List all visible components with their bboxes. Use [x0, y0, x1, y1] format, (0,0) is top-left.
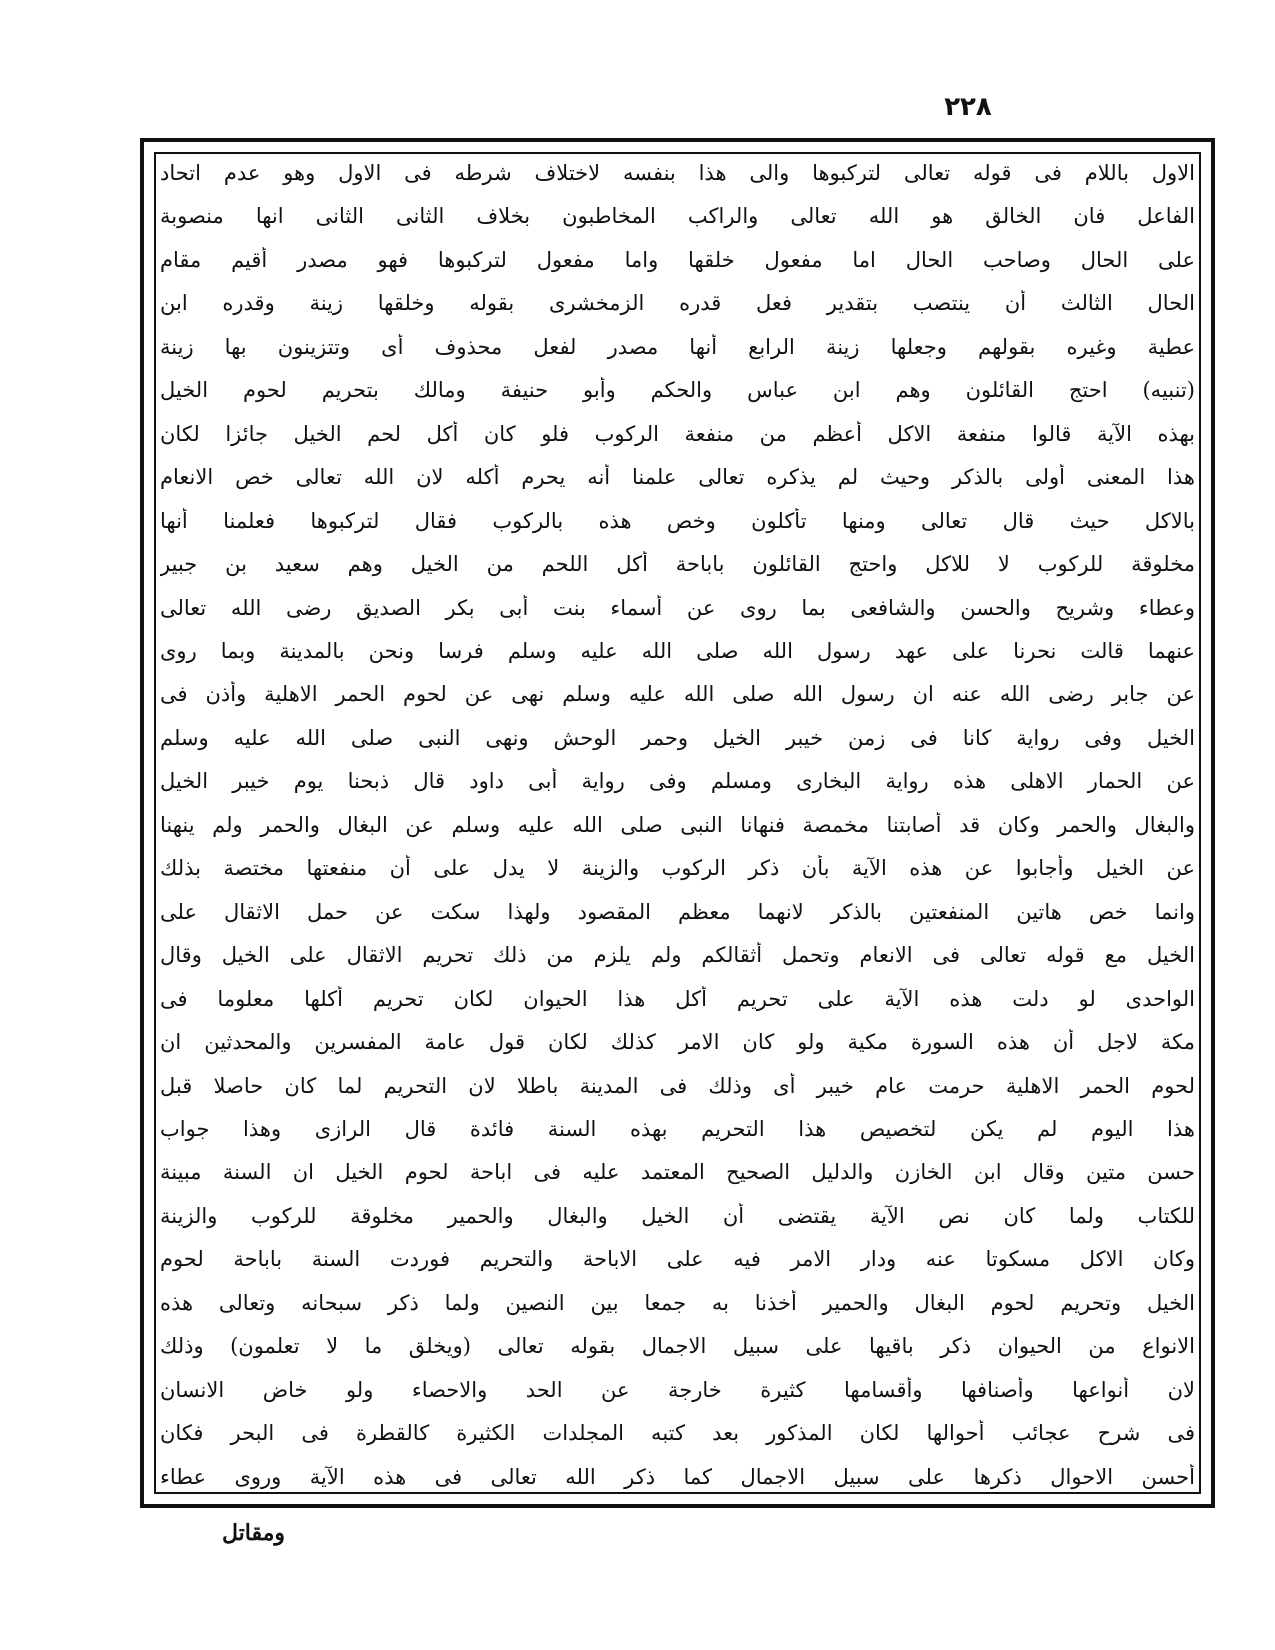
text-line: الاول باللام فى قوله تعالى لتركبوها والى هذا بنفسه لاختلاف شرطه فى الاول وهو عدم اتحاد	[160, 161, 1195, 185]
text-line: وكان الاكل مسكوتا عنه ودار الامر فيه على الاباحة والتحريم فوردت السنة باباحة لحوم	[160, 1247, 1195, 1272]
text-line: عطية وغيره بقولهم وجعلها زينة الرابع أنها مصدر لفعل محذوف أى وتتزينون بها زينة	[160, 334, 1195, 359]
text-line: مخلوقة للركوب لا للاكل واحتج القائلون باباحة أكل اللحم من الخيل وهم سعيد بن جبير	[160, 552, 1195, 577]
text-line: وعطاء وشريح والحسن والشافعى بما روى عن أسماء بنت أبى بكر الصديق رضى الله تعالى	[160, 595, 1195, 620]
text-line: على الحال وصاحب الحال اما مفعول خلقها واما مفعول لتركبوها فهو مصدر أقيم مقام	[160, 247, 1195, 272]
text-line: أحسن الاحوال ذكرها على سبيل الاجمال كما ذكر الله تعالى فى هذه الآية وروى عطاء	[160, 1464, 1195, 1489]
text-line: وانما خص هاتين المنفعتين بالذكر لانهما معظم المقصود ولهذا سكت عن حمل الاثقال على	[160, 899, 1195, 924]
text-line: عنهما قالت نحرنا على عهد رسول الله صلى الله عليه وسلم فرسا ونحن بالمدينة وبما روى	[160, 638, 1195, 663]
text-line: الفاعل فان الخالق هو الله تعالى والراكب المخاطبون بخلاف الثانى الثانى انها منصوبة	[160, 204, 1195, 229]
text-line: مكة لاجل أن هذه السورة مكية ولو كان الامر كذلك لكان قول عامة المفسرين والمحدثين ان	[160, 1030, 1195, 1055]
text-line: هذا المعنى أولى بالذكر وحيث لم يذكره تعالى علمنا أنه يحرم أكله لان الله تعالى خص الانعام	[160, 465, 1195, 490]
text-line: الانواع من الحيوان ذكر باقيها على سبيل الاجمال بقوله تعالى (ويخلق ما لا تعلمون) وذلك	[160, 1334, 1195, 1359]
text-line: عن الحمار الاهلى هذه رواية البخارى ومسلم وفى رواية أبى داود قال ذبحنا يوم خيبر الخيل	[160, 769, 1195, 794]
text-line: فى شرح عجائب أحوالها لكان المذكور بعد كتبه المجلدات الكثيرة كالقطرة فى البحر فكان	[160, 1421, 1195, 1446]
text-line: الخيل وفى رواية كانا فى زمن خيبر الخيل وحمر الوحش ونهى النبى صلى الله عليه وسلم	[160, 725, 1195, 750]
text-line: لحوم الحمر الاهلية حرمت عام خيبر أى وذلك فى المدينة باطلا لان التحريم لما كان حاصلا قبل	[160, 1073, 1195, 1098]
text-line: الواحدى لو دلت هذه الآية على تحريم أكل هذا الحيوان لكان تحريم أكلها معلوما فى	[160, 986, 1195, 1011]
text-line: الحال الثالث أن ينتصب بتقدير فعل قدره الزمخشرى بقوله وخلقها زينة وقدره ابن	[160, 291, 1195, 316]
text-line: للكتاب ولما كان نص الآية يقتضى أن الخيل والبغال والحمير مخلوقة للركوب والزينة	[160, 1203, 1195, 1228]
text-line: الخيل وتحريم لحوم البغال والحمير أخذنا به جمعا بين النصين ولما ذكر سبحانه وتعالى هذه	[160, 1290, 1195, 1315]
text-line: عن جابر رضى الله عنه ان رسول الله صلى الله عليه وسلم نهى عن لحوم الحمر الاهلية وأذن فى	[160, 682, 1195, 707]
catchword: ومقاتل	[222, 1520, 286, 1546]
page-border	[140, 138, 1215, 1508]
text-line: والبغال والحمر وكان قد أصابتنا مخمصة فنهانا النبى صلى الله عليه وسلم عن البغال والحمر ولم ينهنا	[160, 812, 1195, 837]
text-line: هذا اليوم لم يكن لتخصيص هذا التحريم بهذه السنة فائدة قال الرازى وهذا جواب	[160, 1116, 1195, 1141]
main-text	[160, 160, 1195, 1490]
text-line: بهذه الآية قالوا منفعة الاكل أعظم من منفعة الركوب فلو كان أكل لحم الخيل جائزا لكان	[160, 421, 1195, 446]
text-line: عن الخيل وأجابوا عن هذه الآية بأن ذكر الركوب والزينة لا يدل على أن منفعتها مختصة بذلك	[160, 856, 1195, 881]
text-line: بالاكل حيث قال تعالى ومنها تأكلون وخص هذه بالركوب فقال لتركبوها فعلمنا أنها	[160, 508, 1195, 533]
text-line: الخيل مع قوله تعالى فى الانعام وتحمل أثقالكم ولم يلزم من ذلك تحريم الاثقال على الخيل وقال	[160, 943, 1195, 968]
text-line: حسن متين وقال ابن الخازن والدليل الصحيح المعتمد عليه فى اباحة لحوم الخيل ان السنة مبينة	[160, 1160, 1195, 1185]
text-line: (تنبيه) احتج القائلون وهم ابن عباس والحكم وأبو حنيفة ومالك بتحريم لحوم الخيل	[160, 378, 1195, 403]
text-line: لان أنواعها وأصنافها وأقسامها كثيرة خارجة عن الحد والاحصاء ولو خاض الانسان	[160, 1377, 1195, 1402]
page-number: ٢٢٨	[944, 92, 992, 122]
